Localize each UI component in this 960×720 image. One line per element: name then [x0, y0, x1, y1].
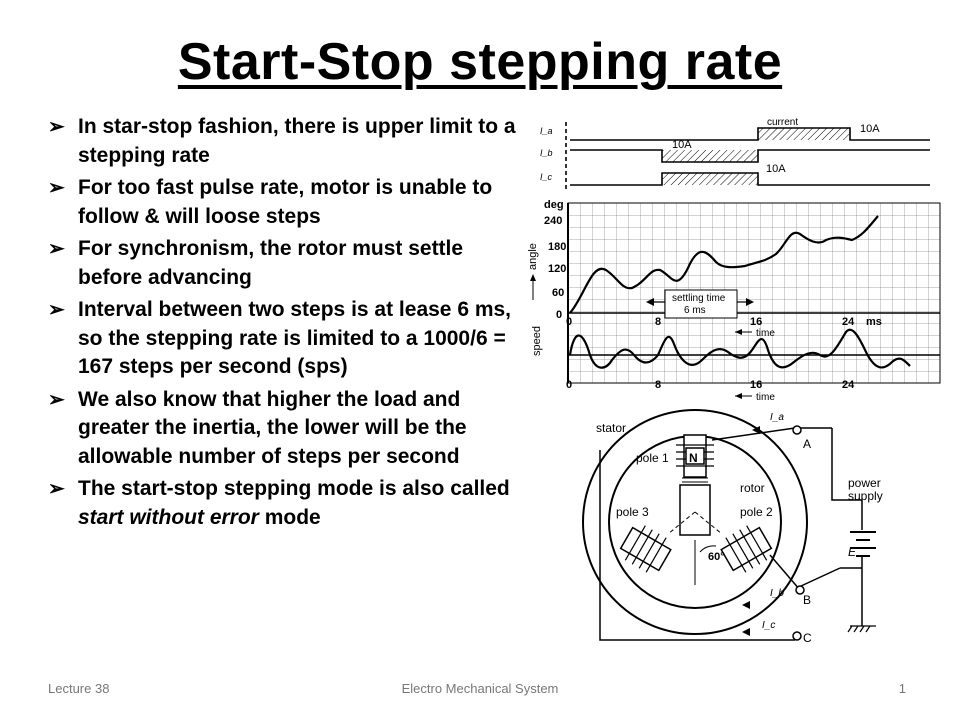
- arrow-bullet-icon: ➢: [48, 299, 65, 321]
- speed-xtick: 24: [842, 379, 855, 391]
- bullet-item: ➢ The start-stop stepping mode is also called start without error mode: [48, 477, 510, 529]
- current-amp-c: 10A: [766, 163, 786, 175]
- current-amp-a: 10A: [860, 123, 880, 135]
- angle-60-label: 60°: [708, 551, 725, 563]
- footer-page-number: 1: [898, 681, 906, 696]
- emf-label: E: [848, 545, 857, 559]
- angle-ytick: 180: [548, 241, 567, 253]
- stepper-figure: [520, 110, 960, 655]
- angle-xtick: 16: [750, 316, 763, 328]
- pole3-label: pole 3: [616, 505, 649, 519]
- settling-time-value: 6 ms: [684, 305, 706, 316]
- settling-time-label: settling time: [672, 293, 726, 304]
- angle-xtick: 24: [842, 316, 855, 328]
- arrow-bullet-icon: ➢: [48, 238, 65, 260]
- bullet-list: [48, 113, 518, 536]
- terminal-a-label: A: [803, 437, 812, 451]
- speed-ylabel: speed: [531, 326, 543, 356]
- speed-xtick: 0: [566, 379, 573, 391]
- angle-unit: deg: [544, 199, 564, 211]
- north-pole-label: N: [689, 451, 698, 465]
- current-ia-label: I_a: [770, 412, 784, 423]
- angle-xlabel: time: [756, 328, 775, 339]
- angle-ytick: 240: [544, 215, 563, 227]
- current-amp-b: 10A: [672, 139, 692, 151]
- angle-xtick: 0: [566, 316, 573, 328]
- arrow-bullet-icon: ➢: [48, 116, 65, 138]
- terminal-c-label: C: [803, 631, 812, 645]
- stator-label: stator: [596, 421, 627, 435]
- slide-title: Start-Stop stepping rate: [177, 33, 783, 91]
- angle-ytick: 60: [552, 287, 565, 299]
- angle-graph: [568, 203, 940, 383]
- angle-ytick: 120: [548, 263, 567, 275]
- power-supply-label-2: supply: [848, 489, 883, 503]
- current-ib-label: I_b: [770, 588, 784, 599]
- bullet-item: ➢ We also know that higher the load and greater the inertia, the lower will be the allowable number of steps per second: [48, 387, 467, 468]
- bullet-item: ➢ For too fast pulse rate, motor is unable to follow & will loose steps: [48, 176, 493, 228]
- terminal-b-label: B: [803, 593, 812, 607]
- bullet-item: ➢ In star-stop fashion, there is upper limit to a stepping rate: [48, 115, 516, 167]
- speed-xtick: 16: [750, 379, 763, 391]
- angle-xunit: ms: [866, 316, 882, 328]
- rotor-label: rotor: [740, 481, 765, 495]
- bullet-item: ➢ For synchronism, the rotor must settle before advancing: [48, 237, 464, 289]
- current-label: current: [767, 117, 799, 128]
- speed-xtick: 8: [655, 379, 662, 391]
- arrow-bullet-icon: ➢: [48, 478, 65, 500]
- power-supply-label: power: [848, 476, 881, 490]
- arrow-bullet-icon: ➢: [48, 388, 65, 411]
- pole2-label: pole 2: [740, 505, 773, 519]
- motor-diagram: [583, 410, 876, 640]
- pole1-label: pole 1: [636, 451, 669, 465]
- bullet-item: ➢ Interval between two steps is at lease 6 ms, so the stepping rate is limited to a 1000/6 = 167 steps per second (sps): [48, 298, 512, 378]
- angle-ytick: 0: [556, 309, 563, 321]
- angle-xtick: 8: [655, 316, 662, 328]
- footer-course-title: Electro Mechanical System: [401, 681, 559, 696]
- phase-label-c: I_c: [540, 172, 553, 182]
- phase-label-b: I_b: [540, 148, 553, 158]
- angle-ylabel: angle: [527, 243, 539, 270]
- current-ic-label: I_c: [762, 620, 776, 631]
- speed-xlabel: time: [756, 392, 775, 403]
- arrow-bullet-icon: ➢: [48, 177, 65, 199]
- phase-label-a: I_a: [540, 126, 553, 136]
- footer-lecture: Lecture 38: [48, 681, 110, 696]
